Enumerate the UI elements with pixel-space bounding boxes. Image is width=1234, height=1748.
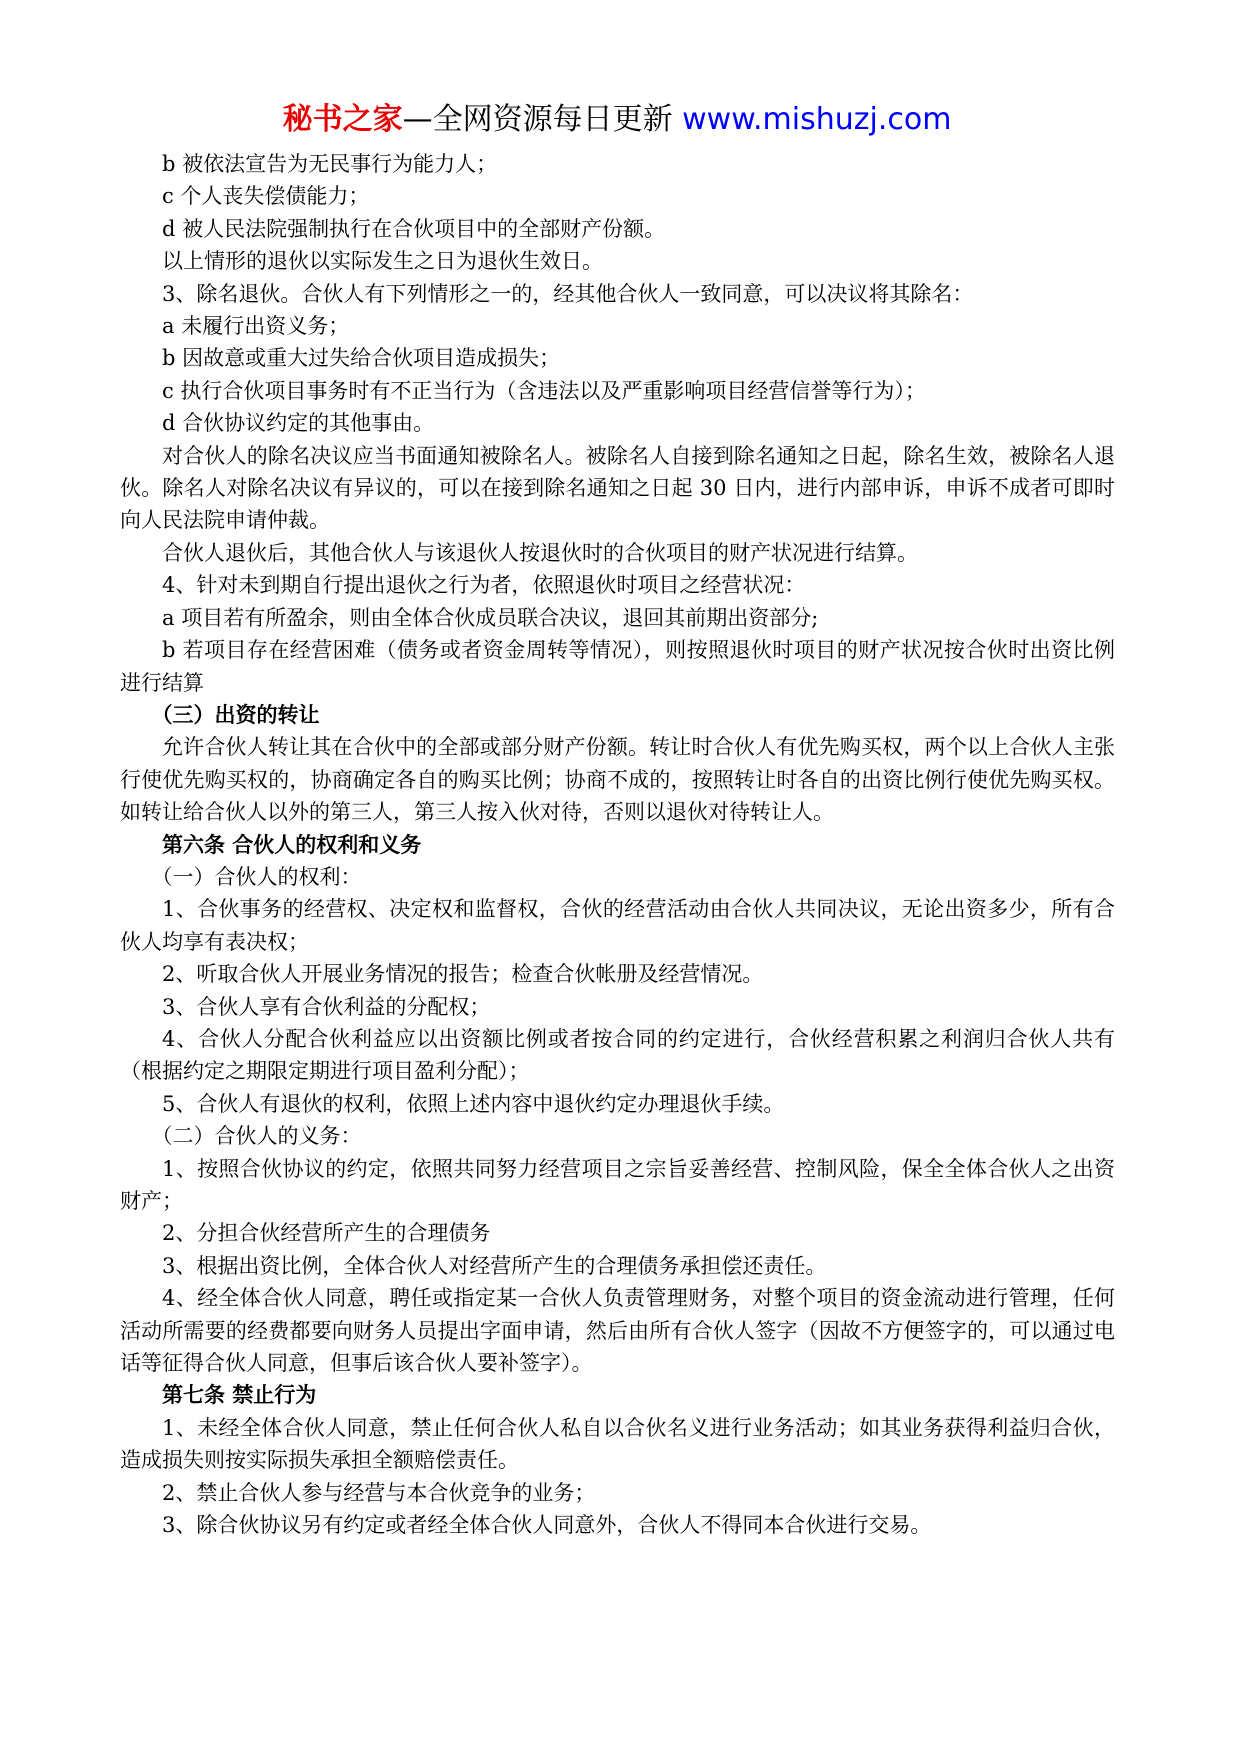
paragraph: b 被依法宣告为无民事行为能力人； [162, 152, 498, 176]
paragraph: c 个人丧失偿债能力； [162, 184, 370, 209]
paragraph: d 合伙协议约定的其他事由。 [162, 411, 435, 436]
paragraph: 3、除名退伙。合伙人有下列情形之一的，经其他合伙人一致同意，可以决议将其除名： [162, 281, 974, 306]
paragraph: 4、经全体合伙人同意，聘任或指定某一合伙人负责管理财务，对整个项目的资金流动进行管理，任何活动所需要的经费都要向财务人员提出字面申请，然后由所有合伙人签字（因故不方便签字的，可以通过电话等征得合伙人同意，但事后该合伙人要补签字）。 [120, 1286, 1115, 1376]
paragraph: d 被人民法院强制执行在合伙项目中的全部财产份额。 [162, 216, 666, 241]
section-heading: 第七条 禁止行为 [162, 1382, 317, 1408]
paragraph: 3、除合伙协议另有约定或者经全体合伙人同意外，合伙人不得同本合伙进行交易。 [162, 1513, 932, 1538]
paragraph: a 未履行出资义务； [162, 314, 350, 339]
paragraph: 2、分担合伙经营所产生的合理债务 [162, 1221, 491, 1246]
paragraph: b 若项目存在经营困难（债务或者资金周转等情况），则按照退伙时项目的财产状况按合伙时出资比例进行结算 [120, 638, 1115, 695]
section-heading: 第六条 合伙人的权利和义务 [162, 831, 422, 857]
paragraph: 1、合伙事务的经营权、决定权和监督权，合伙的经营活动由合伙人共同决议，无论出资多少，所有合伙人均享有表决权； [120, 897, 1115, 954]
paragraph: 允许合伙人转让其在合伙中的全部或部分财产份额。转让时合伙人有优先购买权，两个以上合伙人主张行使优先购买权的，协商确定各自的购买比例；协商不成的，按照转让时各自的出资比例行使优先购买权。如转让给合伙人以外的第三人，第三人按入伙对待，否则以退伙对待转让人。 [120, 735, 1115, 825]
paragraph: 1、未经全体合伙人同意，禁止任何合伙人私自以合伙名义进行业务活动；如其业务获得利益归合伙，造成损失则按实际损失承担全额赔偿责任。 [120, 1415, 1115, 1473]
paragraph: （二）合伙人的义务： [151, 1124, 362, 1149]
paragraph: 以上情形的退伙以实际发生之日为退伙生效日。 [162, 249, 603, 274]
paragraph: 3、合伙人享有合伙利益的分配权； [162, 994, 491, 1019]
page-header [0, 100, 1234, 140]
site-url-link[interactable]: www.mishuzj.com [682, 102, 952, 137]
paragraph: b 因故意或重大过失给合伙项目造成损失； [162, 346, 561, 371]
paragraph: c 执行合伙项目事务时有不正当行为（含违法以及严重影响项目经营信誉等行为）； [162, 378, 926, 403]
paragraph: 对合伙人的除名决议应当书面通知被除名人。被除名人自接到除名通知之日起，除名生效，被除名人退伙。除名人对除名决议有异议的，可以在接到除名通知之日起 30 日内，进行内部申诉，申诉不成者可即时向人民法院申请仲裁。 [120, 443, 1115, 533]
paragraph: 5、合伙人有退伙的权利，依照上述内容中退伙约定办理退伙手续。 [162, 1091, 785, 1116]
document-body [120, 148, 1115, 1541]
paragraph: 2、听取合伙人开展业务情况的报告；检查合伙帐册及经营情况。 [162, 962, 764, 987]
paragraph: 4、针对未到期自行提出退伙之行为者，依照退伙时项目之经营状况： [162, 573, 806, 598]
paragraph: a 项目若有所盈余，则由全体合伙成员联合决议，退回其前期出资部分; [162, 605, 819, 630]
paragraph: 3、根据出资比例，全体合伙人对经营所产生的合理债务承担偿还责任。 [162, 1253, 827, 1278]
paragraph: （一）合伙人的权利： [151, 864, 362, 889]
header-slogan: —全网资源每日更新 [402, 102, 673, 137]
brand-name: 秘书之家 [282, 102, 403, 137]
paragraph: 合伙人退伙后，其他合伙人与该退伙人按退伙时的合伙项目的财产状况进行结算。 [162, 540, 918, 565]
paragraph: 4、合伙人分配合伙利益应以出资额比例或者按合同的约定进行，合伙经营积累之利润归合伙人共有（根据约定之期限定期进行项目盈利分配）； [120, 1026, 1115, 1084]
paragraph: 2、禁止合伙人参与经营与本合伙竞争的业务； [162, 1480, 596, 1505]
paragraph: 1、按照合伙协议的约定，依照共同努力经营项目之宗旨妥善经营、控制风险，保全全体合伙人之出资财产； [120, 1156, 1115, 1213]
section-heading: （三）出资的转让 [151, 701, 320, 727]
